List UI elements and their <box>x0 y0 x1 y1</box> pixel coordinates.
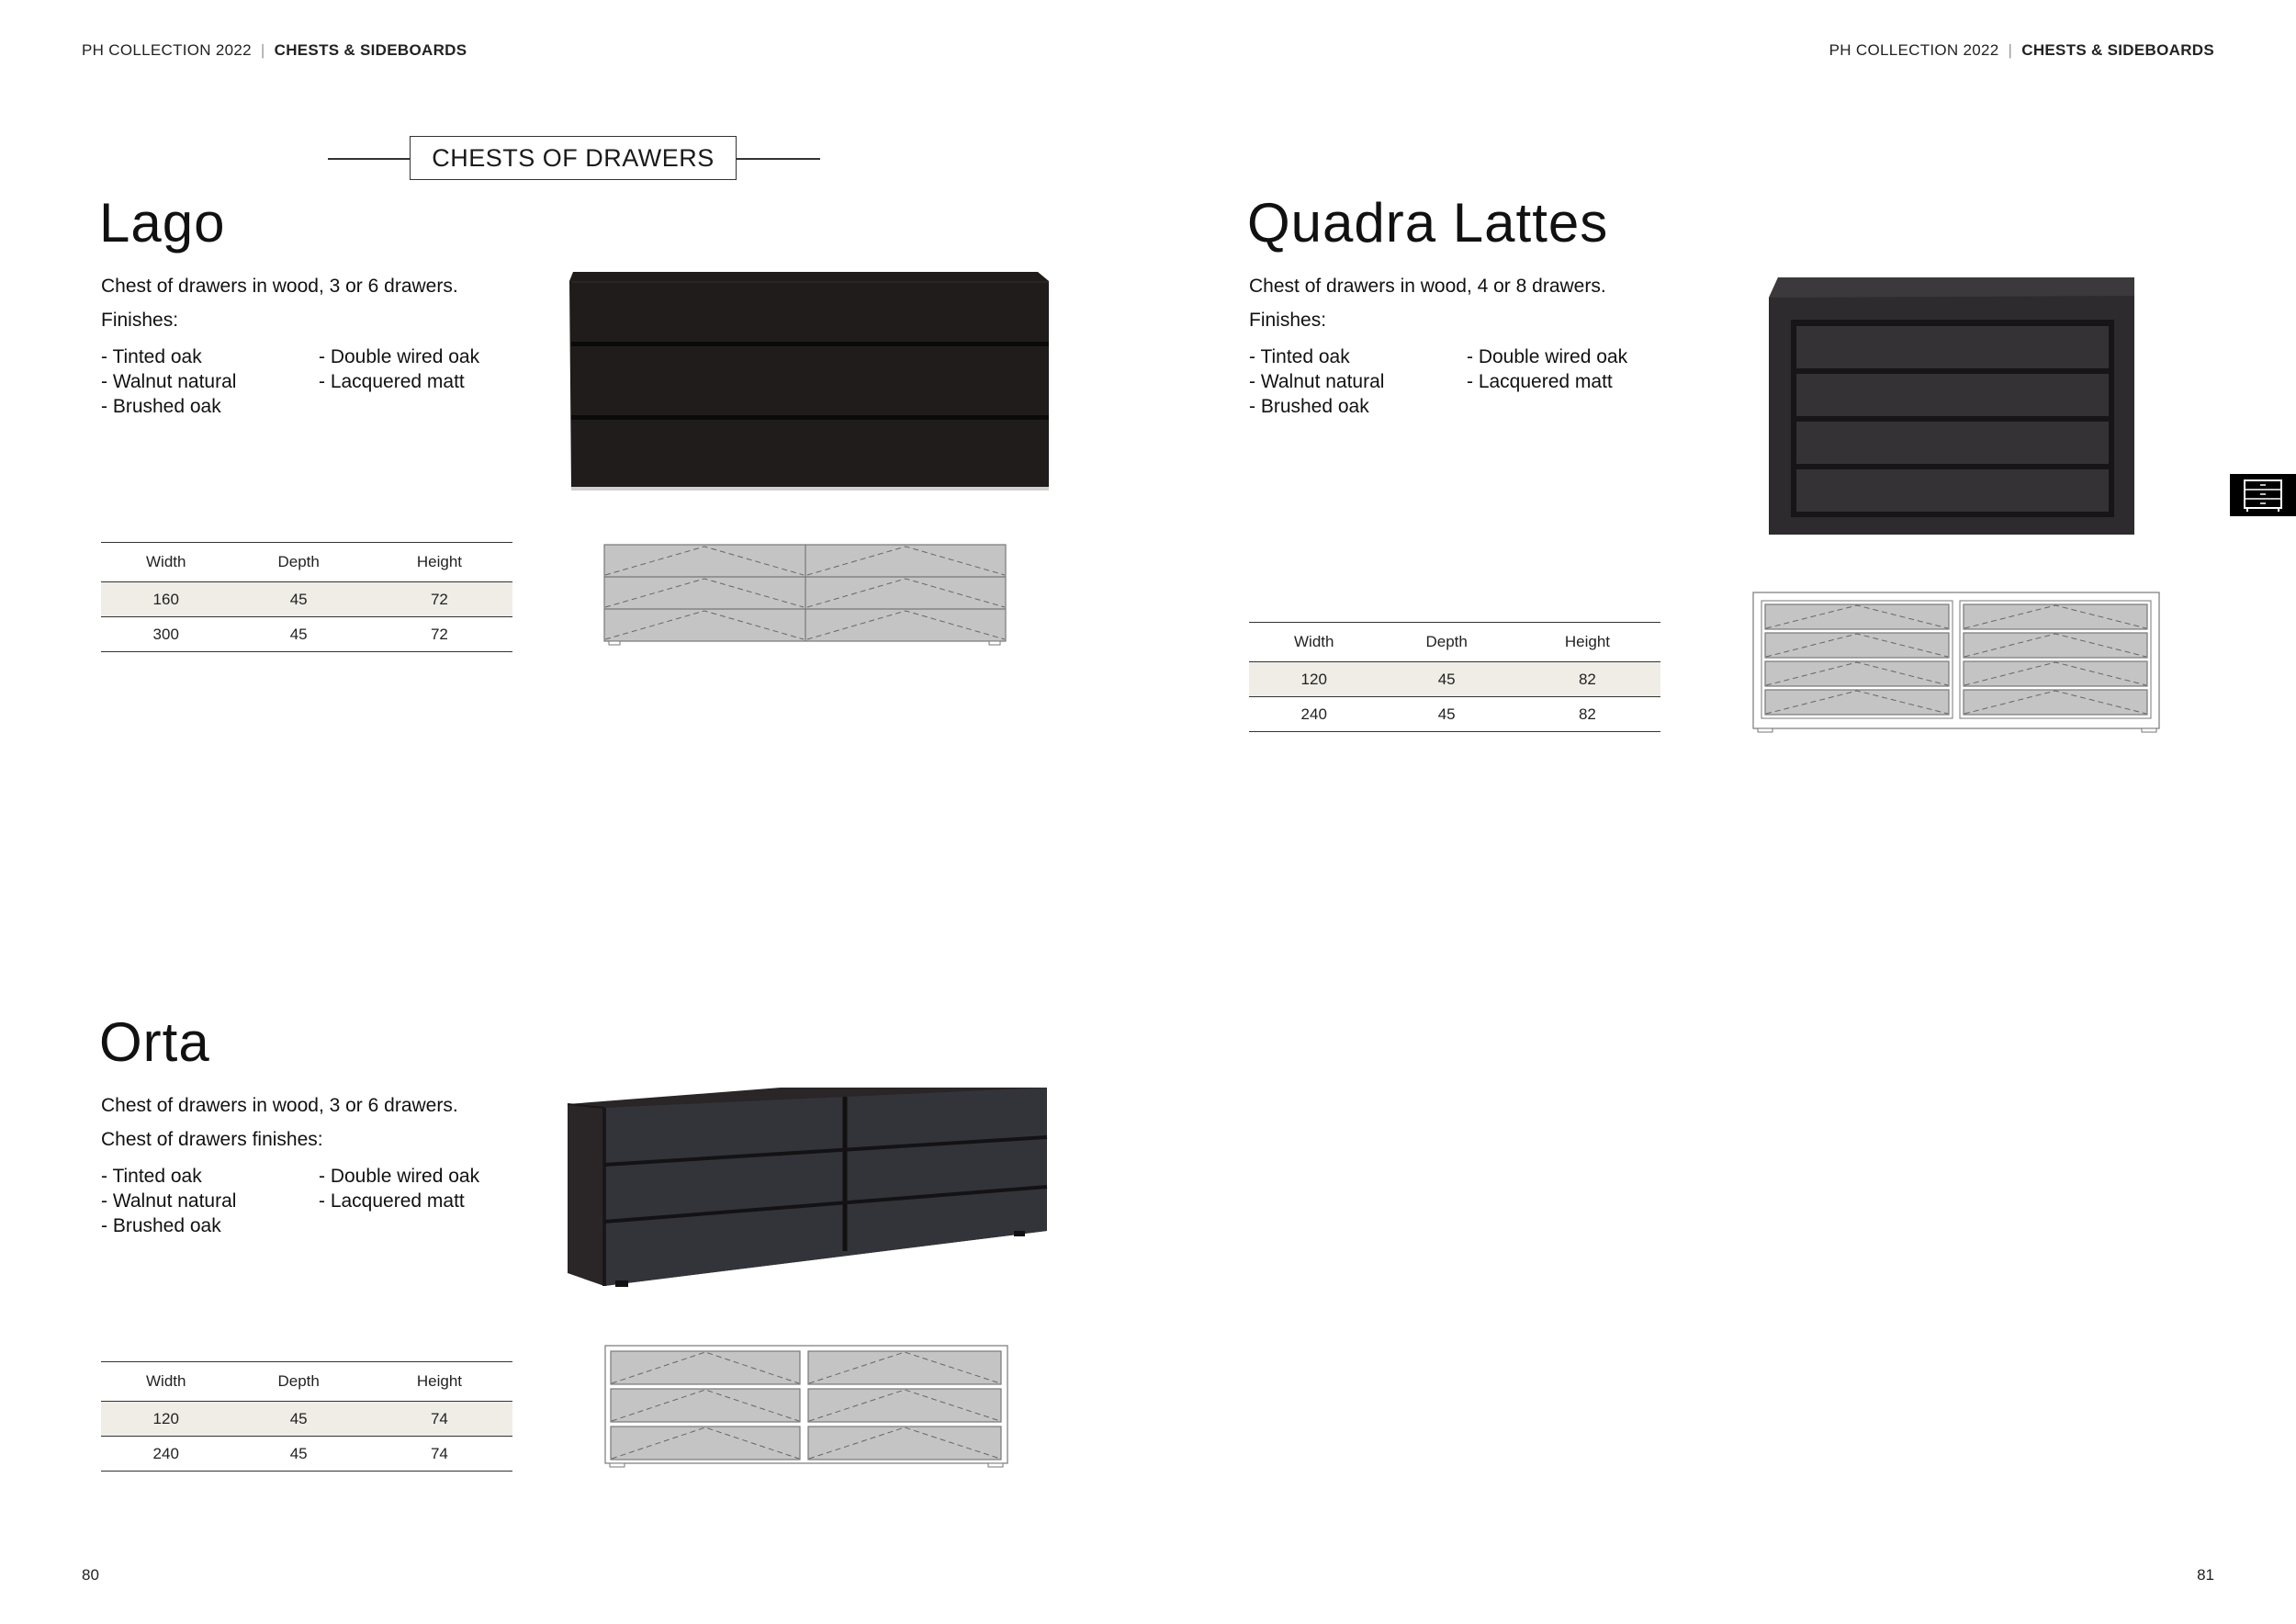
cell-height: 74 <box>366 1437 512 1472</box>
header-category: CHESTS & SIDEBOARDS <box>2021 41 2214 59</box>
cell-depth: 45 <box>231 1437 366 1472</box>
header-left <box>82 41 467 60</box>
finish-item: - Walnut natural <box>1249 371 1385 392</box>
table-row <box>101 1437 512 1472</box>
finishes-list-col1 <box>101 344 236 419</box>
cell-height: 82 <box>1514 662 1660 697</box>
finishes-label: Finishes: <box>101 310 179 331</box>
header-separator: | <box>2008 41 2013 59</box>
finish-item: - Brushed oak <box>1249 396 1369 417</box>
finishes-label: Finishes: <box>1249 310 1327 331</box>
cell-depth: 45 <box>231 617 366 652</box>
finishes-list-col2 <box>1467 344 1627 394</box>
column-header-height: Height <box>1514 623 1660 662</box>
product-photo-orta <box>564 1084 1051 1290</box>
cell-height: 82 <box>1514 697 1660 732</box>
cell-width: 240 <box>1249 697 1379 732</box>
header-category: CHESTS & SIDEBOARDS <box>274 41 467 59</box>
finishes-label: Chest of drawers finishes: <box>101 1129 323 1150</box>
finish-item: - Tinted oak <box>101 346 202 367</box>
chest-of-drawers-tab-icon[interactable] <box>2230 474 2296 516</box>
table-row <box>101 617 512 652</box>
cell-depth: 45 <box>1379 697 1514 732</box>
column-header-width: Width <box>101 1362 231 1402</box>
cell-width: 120 <box>101 1402 231 1437</box>
table-row <box>101 1402 512 1437</box>
column-header-width: Width <box>101 543 231 582</box>
cell-width: 160 <box>101 582 231 617</box>
finishes-list-col2 <box>319 344 479 394</box>
page-number-right: 81 <box>2197 1566 2214 1584</box>
column-header-depth: Depth <box>231 1362 366 1402</box>
table-header-row <box>101 1362 512 1402</box>
finish-item: - Lacquered matt <box>1467 371 1613 392</box>
finish-item: - Walnut natural <box>101 1190 237 1212</box>
column-header-height: Height <box>366 543 512 582</box>
column-header-depth: Depth <box>1379 623 1514 662</box>
column-header-height: Height <box>366 1362 512 1402</box>
cell-width: 240 <box>101 1437 231 1472</box>
header-right <box>1829 41 2214 60</box>
cell-height: 72 <box>366 582 512 617</box>
cell-depth: 45 <box>231 582 366 617</box>
technical-drawing-lago <box>603 544 1007 647</box>
product-description: Chest of drawers in wood, 3 or 6 drawers. <box>101 276 458 297</box>
dimensions-table-orta <box>101 1361 512 1472</box>
finishes-list-col2 <box>319 1164 479 1213</box>
finish-item: - Lacquered matt <box>319 1190 465 1212</box>
column-header-width: Width <box>1249 623 1379 662</box>
product-title-quadra-lattes: Quadra Lattes <box>1247 192 1609 254</box>
table-header-row <box>1249 623 1660 662</box>
table-header-row <box>101 543 512 582</box>
cell-height: 72 <box>366 617 512 652</box>
table-row <box>101 582 512 617</box>
finish-item: - Brushed oak <box>101 1215 221 1236</box>
header-collection: PH COLLECTION 2022 <box>1829 41 1999 59</box>
technical-drawing-orta <box>604 1345 1010 1470</box>
dimensions-table-quadra-lattes <box>1249 622 1660 732</box>
column-header-depth: Depth <box>231 543 366 582</box>
table-row <box>1249 697 1660 732</box>
product-photo-quadra-lattes <box>1765 276 2138 538</box>
finishes-list-col1 <box>1249 344 1384 419</box>
finish-item: - Tinted oak <box>101 1166 202 1187</box>
finish-item: - Lacquered matt <box>319 371 465 392</box>
dimensions-table-lago <box>101 542 512 652</box>
finish-item: - Double wired oak <box>1467 346 1628 367</box>
page-number-left: 80 <box>82 1566 99 1584</box>
section-rule-left <box>328 158 410 160</box>
product-description: Chest of drawers in wood, 3 or 6 drawers. <box>101 1095 458 1116</box>
technical-drawing-quadra-lattes <box>1752 592 2162 735</box>
product-title-lago: Lago <box>99 192 226 254</box>
product-photo-lago <box>568 268 1051 492</box>
finish-item: - Double wired oak <box>319 1166 480 1187</box>
header-collection: PH COLLECTION 2022 <box>82 41 252 59</box>
finish-item: - Tinted oak <box>1249 346 1350 367</box>
section-label: CHESTS OF DRAWERS <box>410 136 737 180</box>
header-separator: | <box>260 41 265 59</box>
cell-depth: 45 <box>1379 662 1514 697</box>
cell-width: 120 <box>1249 662 1379 697</box>
cell-width: 300 <box>101 617 231 652</box>
section-rule-right <box>737 158 820 160</box>
finishes-list-col1 <box>101 1164 236 1238</box>
finish-item: - Double wired oak <box>319 346 480 367</box>
cell-height: 74 <box>366 1402 512 1437</box>
cell-depth: 45 <box>231 1402 366 1437</box>
product-description: Chest of drawers in wood, 4 or 8 drawers. <box>1249 276 1606 297</box>
finish-item: - Walnut natural <box>101 371 237 392</box>
finish-item: - Brushed oak <box>101 396 221 417</box>
product-title-orta: Orta <box>99 1011 210 1073</box>
table-row <box>1249 662 1660 697</box>
